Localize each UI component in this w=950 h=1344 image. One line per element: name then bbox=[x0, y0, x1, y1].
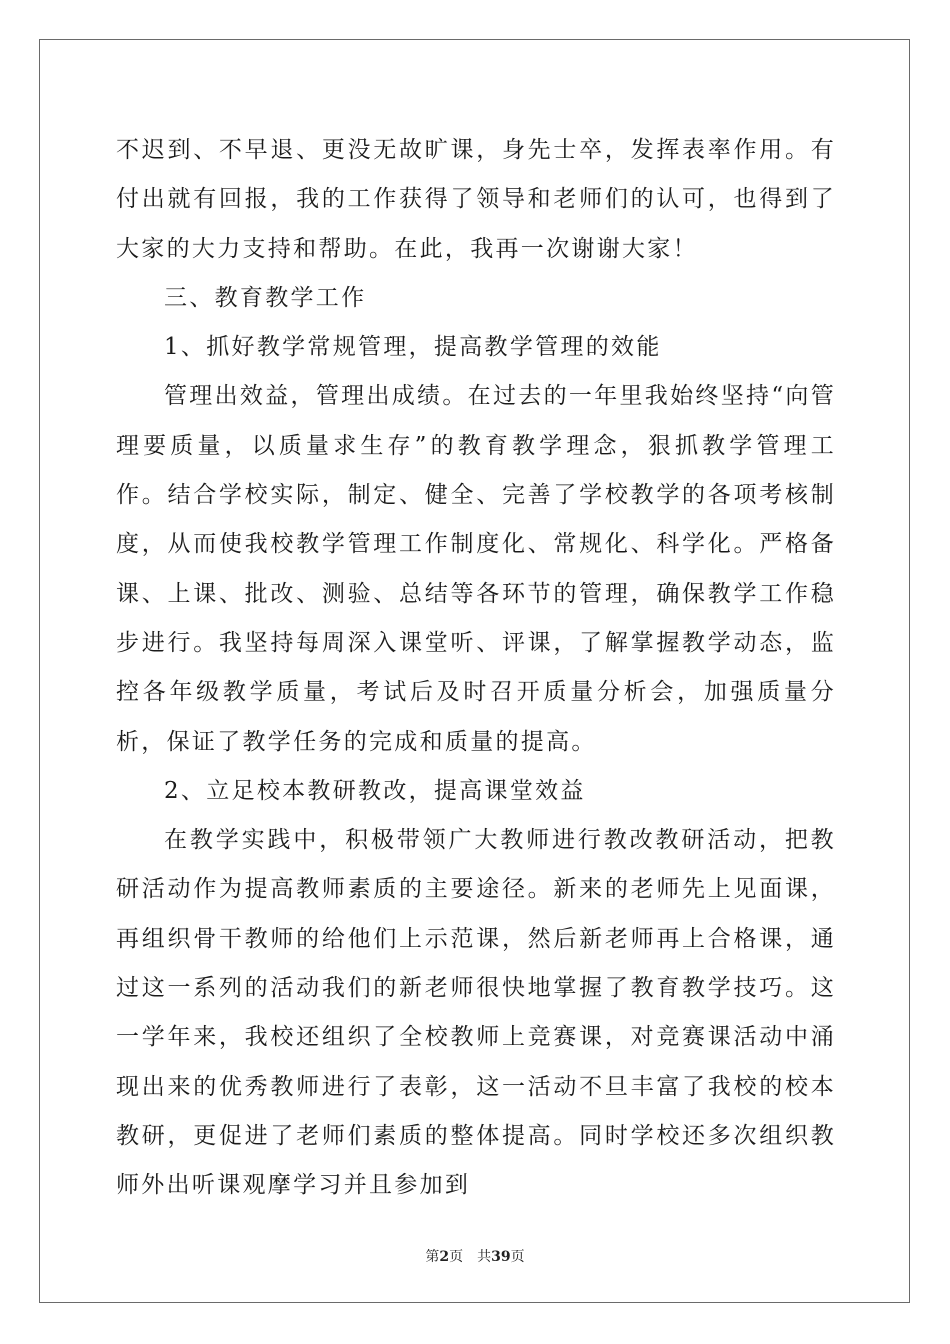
page-suffix: 页 bbox=[449, 1249, 464, 1265]
body-paragraph-research: 在教学实践中，积极带领广大教师进行教改教研活动，把教研活动作为提高教师素质的主要途径。新来的老师先上见面课，再组织骨干教师的给他们上示范课，然后新老师再上合格课，通过这一系列的活动我们的新老师很快地掌握了教育教学技巧。这一学年来，我校还组织了全校教师上竞赛课，对竞赛课活动中涌现出来的优秀教师进行了表彰，这一活动不旦丰富了我校的校本教研，更促进了老师们素质的整体提高。同时学校还多次组织教师外出听课观摩学习并且参加到 bbox=[116, 827, 836, 1199]
body-paragraph-management: 管理出效益，管理出成绩。在过去的一年里我始终坚持“向管理要质量，以质量求生存”的教育教学理念，狠抓教学管理工作。结合学校实际，制定、健全、完善了学校教学的各项考核制度，从而使我校教学管理工作制度化、常规化、科学化。严格备课、上课、批改、测验、总结等各环节的管理，确保教学工作稳步进行。我坚持每周深入课堂听、评课，了解掌握教学动态，监控各年级教学质量，考试后及时召开质量分析会，加强质量分析，保证了教学任务的完成和质量的提高。 bbox=[116, 383, 836, 755]
document-body bbox=[116, 126, 836, 1211]
body-paragraph-continued: 不迟到、不早退、更没无故旷课，身先士卒，发挥表率作用。有付出就有回报，我的工作获得了领导和老师们的认可，也得到了大家的大力支持和帮助。在此，我再一次谢谢大家！ bbox=[116, 137, 836, 262]
total-pages: 39 bbox=[491, 1249, 511, 1265]
subsection-heading-2: 2、立足校本教研教改，提高课堂效益 bbox=[164, 777, 586, 804]
page-footer bbox=[0, 1248, 950, 1266]
page-number: 2 bbox=[439, 1249, 450, 1265]
page-prefix: 第 bbox=[425, 1249, 440, 1265]
section-heading: 三、教育教学工作 bbox=[164, 284, 367, 311]
subsection-heading-1: 1、抓好教学常规管理，提高教学管理的效能 bbox=[164, 334, 662, 361]
total-suffix: 页 bbox=[510, 1249, 525, 1265]
total-prefix: 共 bbox=[477, 1249, 492, 1265]
